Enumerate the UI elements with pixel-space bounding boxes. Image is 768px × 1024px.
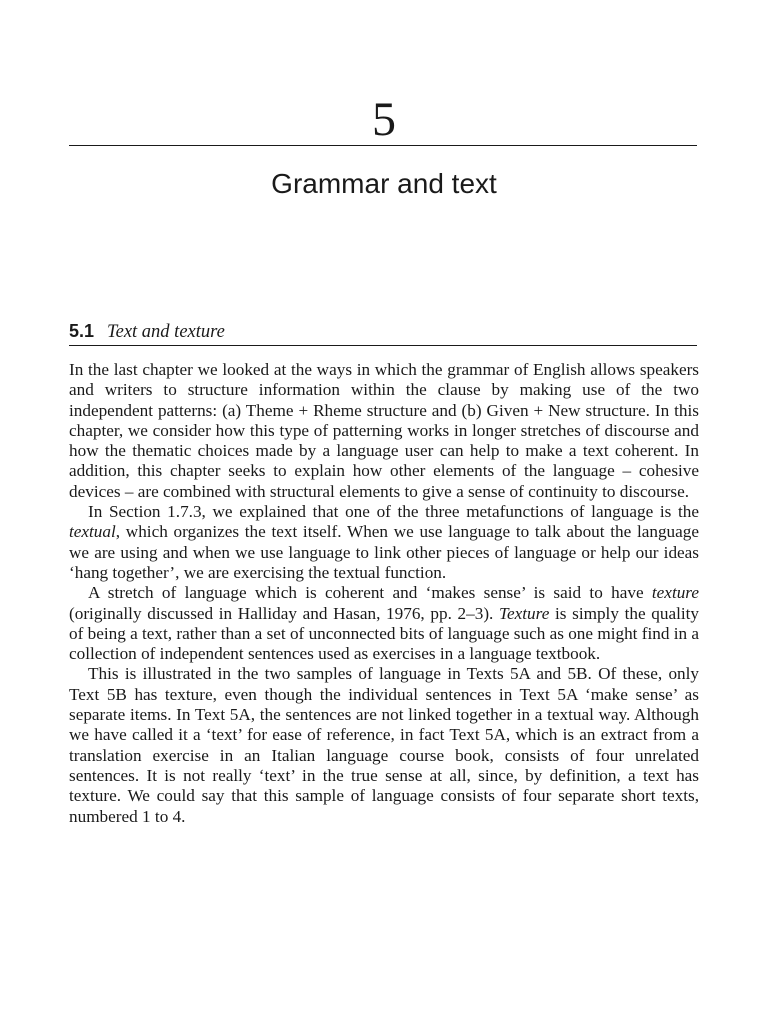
paragraph-2-emphasis: textual [69,522,116,542]
paragraph-2-part-1: In Section 1.7.3, we explained that one of the three metafunctions of language is the [88,502,699,522]
paragraph-2 [69,502,699,583]
paragraph-4: This is illustrated in the two samples of language in Texts 5A and 5B. Of these, only Text 5B has texture, even though the individual sentences in Text 5A ‘make sense’ as separate items. In Text 5A, the sentences are not linked together in a textual way. Although we have called it a ‘text’ for ease of reference, in fact Text 5A, which is an extract from a translation exercise in an Italian language course book, consists of four unrelated sentences. It is not really ‘text’ in the true sense at all, since, by definition, a text has texture. We could say that this sample of language consists of four separate short texts, numbered 1 to 4. [69,664,699,826]
chapter-number: 5 [372,93,396,146]
section-title: Text and texture [107,322,225,342]
chapter-title: Grammar and text [271,168,497,199]
paragraph-3-part-1: A stretch of language which is coherent and ‘makes sense’ is said to have [88,583,652,603]
paragraph-3-part-3: is simply the quality of being a text, rather than a set of unconnected bits of language such as one might find in a collection of independent sentences used as exercises in a language textbook. [69,603,700,664]
paragraph-3-emphasis-2: Texture [499,603,550,623]
paragraph-3 [69,583,699,664]
paragraph-3-part-2: (originally discussed in Halliday and Hasan, 1976, pp. 2–3). [69,603,500,623]
paragraph-1: In the last chapter we looked at the ways in which the grammar of English allows speakers and writers to structure information within the clause by making use of the two independent patterns: (a) Theme + Rheme structure and (b) Given + New structure. In this chapter, we consider how this type of patterning works in longer stretches of discourse and how the thematic choices made by a language user can help to make a text coherent. In addition, this chapter seeks to explain how other elements of the language – cohesive devices – are combined with structural elements to give a sense of continuity to discourse. [69,360,699,501]
chapter-rule [69,145,697,146]
paragraph-2-part-2: , which organizes the text itself. When we use language to talk about the language we are using and when we use language to link other pieces of language or help our ideas ‘hang together’, we are exercising the textual function. [69,522,699,582]
section-heading [69,318,697,344]
section-number: 5.1 [69,321,95,341]
body-text [69,360,699,827]
paragraph-3-emphasis-1: texture [651,583,699,603]
section-rule [69,345,697,346]
